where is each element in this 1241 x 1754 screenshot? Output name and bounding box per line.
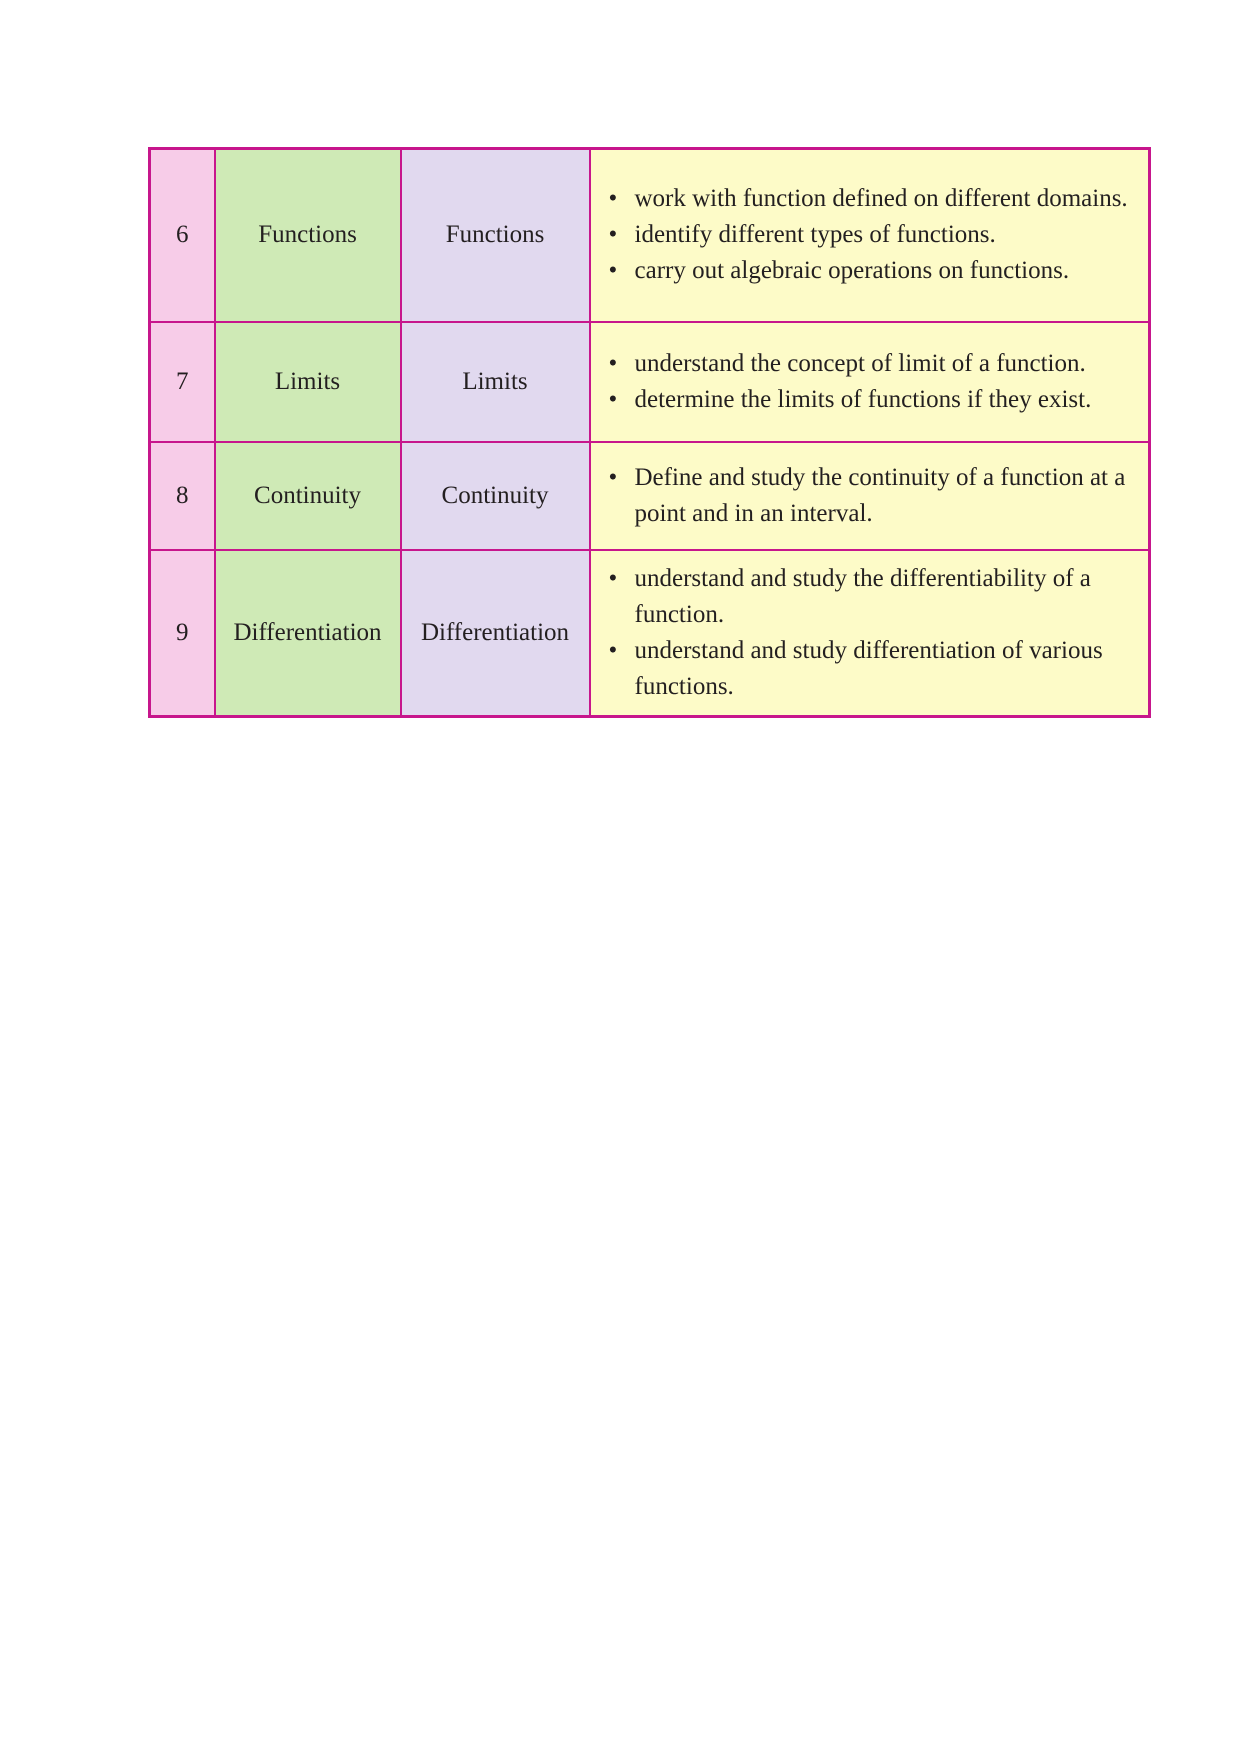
- chapter-name-cell: Functions: [401, 149, 590, 322]
- unit-name-cell: Continuity: [215, 442, 401, 550]
- unit-number-cell: 7: [150, 322, 215, 442]
- learning-outcomes-cell: [590, 550, 1150, 717]
- outcome-item: • identify different types of functions.: [609, 217, 1149, 253]
- outcome-list: [609, 460, 1149, 532]
- table-row: [150, 550, 1150, 717]
- unit-name-cell: Functions: [215, 149, 401, 322]
- outcome-list: [609, 346, 1149, 418]
- table-row: [150, 149, 1150, 322]
- unit-number-cell: 6: [150, 149, 215, 322]
- unit-name-cell: Differentiation: [215, 550, 401, 717]
- table-row: [150, 442, 1150, 550]
- unit-number-cell: 8: [150, 442, 215, 550]
- outcome-item: • Define and study the continuity of a function at a point and in an interval.: [609, 460, 1149, 532]
- table-row: [150, 322, 1150, 442]
- syllabus-table: [148, 147, 1151, 718]
- outcome-list: [609, 181, 1149, 289]
- outcome-item: • carry out algebraic operations on functions.: [609, 253, 1149, 289]
- chapter-name-cell: Differentiation: [401, 550, 590, 717]
- learning-outcomes-cell: [590, 322, 1150, 442]
- outcome-item: • understand and study the differentiability of a function.: [609, 561, 1149, 633]
- learning-outcomes-cell: [590, 149, 1150, 322]
- unit-name-cell: Limits: [215, 322, 401, 442]
- outcome-item: • understand and study differentiation of various functions.: [609, 633, 1149, 705]
- chapter-name-cell: Continuity: [401, 442, 590, 550]
- outcome-item: • work with function defined on different domains.: [609, 181, 1149, 217]
- outcome-item: • understand the concept of limit of a function.: [609, 346, 1149, 382]
- learning-outcomes-cell: [590, 442, 1150, 550]
- chapter-name-cell: Limits: [401, 322, 590, 442]
- unit-number-cell: 9: [150, 550, 215, 717]
- outcome-item: • determine the limits of functions if they exist.: [609, 382, 1149, 418]
- outcome-list: [609, 561, 1149, 705]
